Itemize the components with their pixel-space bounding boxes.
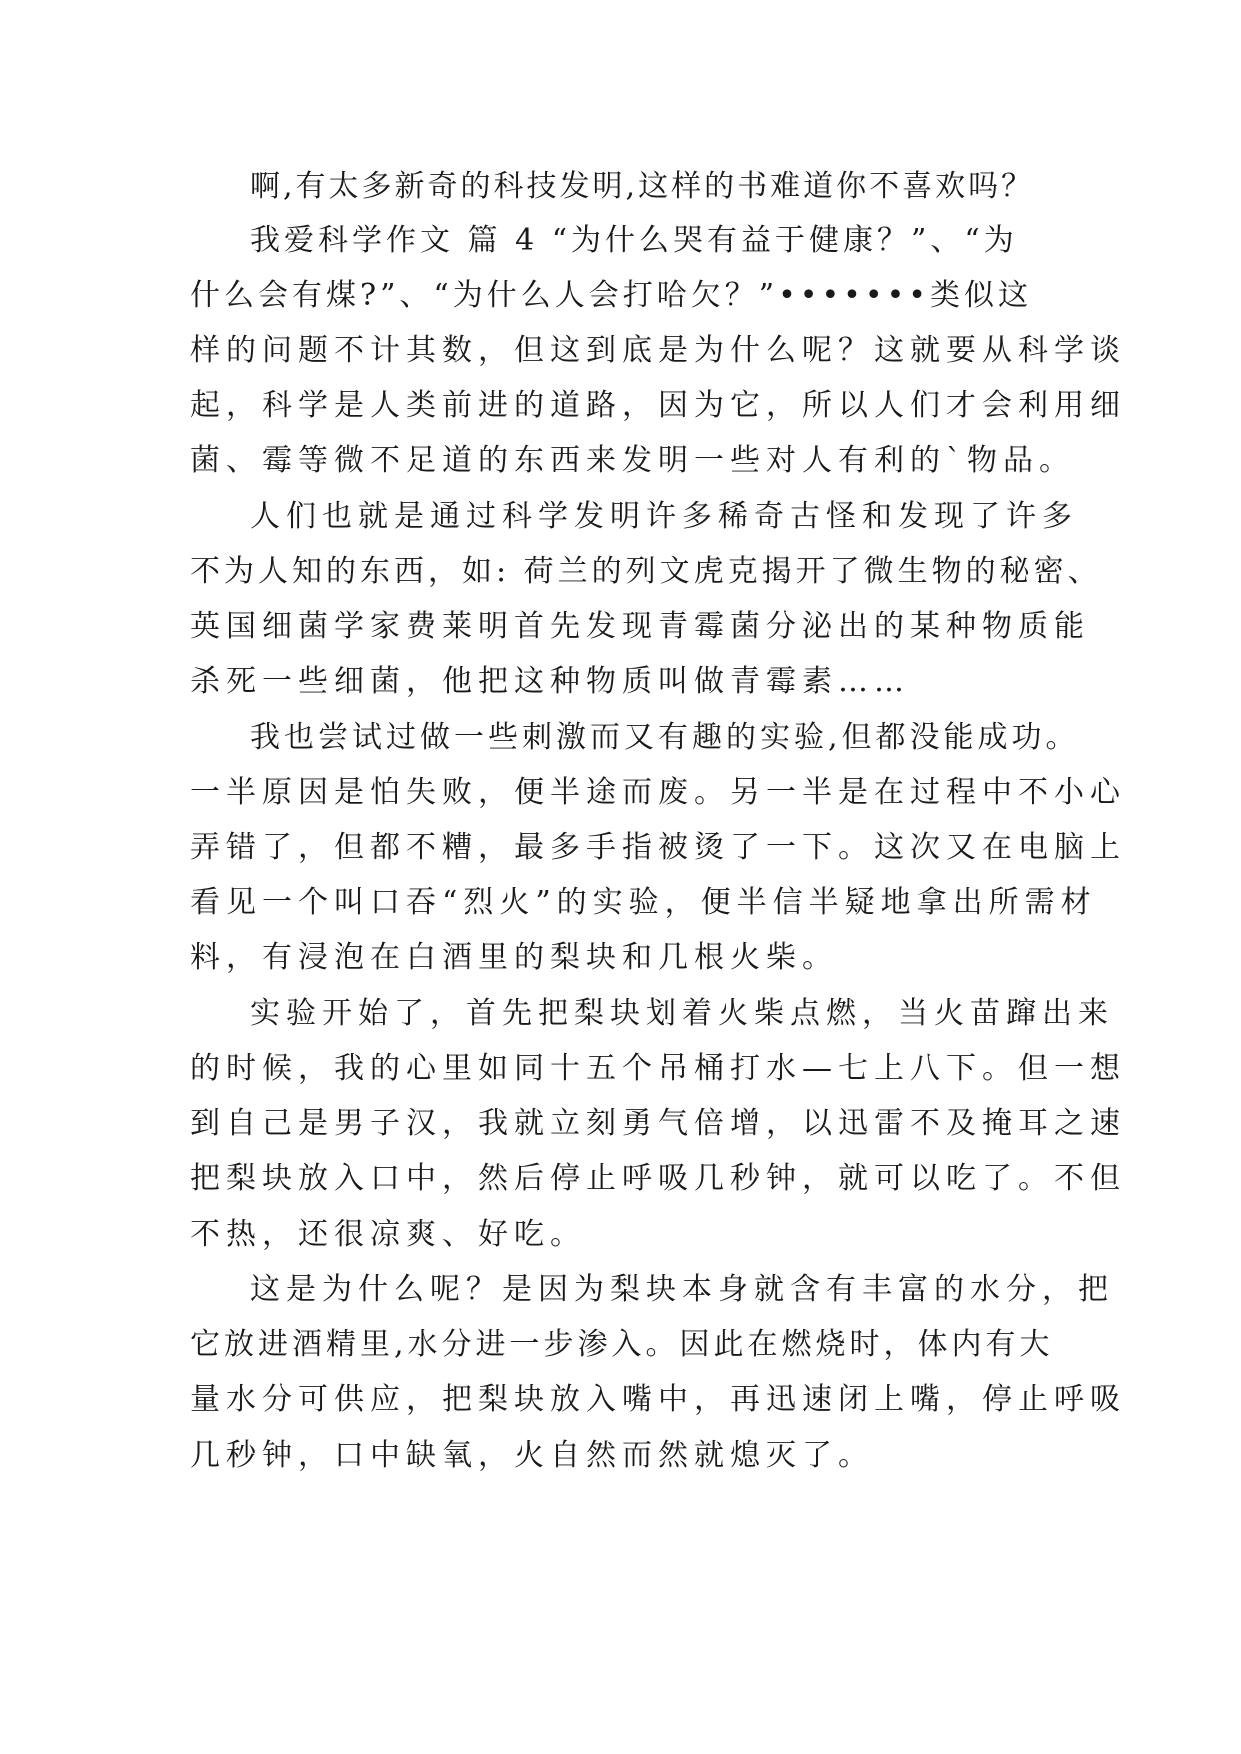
text-line: 啊,有太多新奇的科技发明,这样的书难道你不喜欢吗？ bbox=[250, 169, 1035, 204]
text-line: 样的问题不计其数，但这到底是为什么呢？这就要从科学谈 bbox=[190, 333, 1126, 368]
text-line: 把梨块放入口中，然后停止呼吸几秒钟，就可以吃了。不但 bbox=[190, 1161, 1126, 1196]
text-line: 弄错了，但都不糟，最多手指被烫了一下。这次又在电脑上 bbox=[190, 830, 1126, 865]
text-line: 菌、霉等微不足道的东西来发明一些对人有利的`物品。 bbox=[190, 443, 1075, 478]
text-line: 量水分可供应，把梨块放入嘴中，再迅速闭上嘴，停止呼吸 bbox=[190, 1382, 1126, 1417]
text-line: 我也尝试过做一些刺激而又有趣的实验,但都没能成功。 bbox=[250, 720, 1080, 755]
text-line: 几秒钟，口中缺氧，火自然而然就熄灭了。 bbox=[190, 1438, 874, 1473]
text-line: 看见一个叫口吞“烈火”的实验，便半信半疑地拿出所需材 bbox=[190, 885, 1097, 920]
text-line: 的时候，我的心里如同十五个吊桶打水—七上八下。但一想 bbox=[190, 1051, 1126, 1086]
text-line: 这是为什么呢？是因为梨块本身就含有丰富的水分，把 bbox=[250, 1272, 1114, 1307]
text-line: 它放进酒精里,水分进一步渗入。因此在燃烧时，体内有大 bbox=[190, 1327, 1054, 1362]
text-line: 一半原因是怕失败，便半途而废。另一半是在过程中不小心 bbox=[190, 775, 1126, 810]
text-line: 我爱科学作文 篇 4 “为什么哭有益于健康？”、“为 bbox=[250, 223, 1018, 258]
text-line: 不为人知的东西，如: 荷兰的列文虎克揭开了微生物的秘密、 bbox=[190, 554, 1102, 589]
text-line: 实验开始了，首先把梨块划着火柴点燃，当火苗蹿出来 bbox=[250, 996, 1114, 1031]
text-line: 杀死一些细菌，他把这种物质叫做青霉素…… bbox=[190, 664, 910, 699]
text-line: 起，科学是人类前进的道路，因为它，所以人们才会利用细 bbox=[190, 388, 1126, 423]
text-line: 不热，还很凉爽、好吃。 bbox=[190, 1217, 586, 1252]
text-line: 什么会有煤?”、“为什么人会打哈欠？”•••••••类似这 bbox=[190, 278, 1032, 313]
text-line: 人们也就是通过科学发明许多稀奇古怪和发现了许多 bbox=[250, 499, 1078, 534]
text-line: 英国细菌学家费莱明首先发现青霉菌分泌出的某种物质能 bbox=[190, 609, 1090, 644]
text-line: 到自己是男子汉，我就立刻勇气倍增，以迅雷不及掩耳之速 bbox=[190, 1106, 1126, 1141]
text-line: 料，有浸泡在白酒里的梨块和几根火柴。 bbox=[190, 940, 838, 975]
